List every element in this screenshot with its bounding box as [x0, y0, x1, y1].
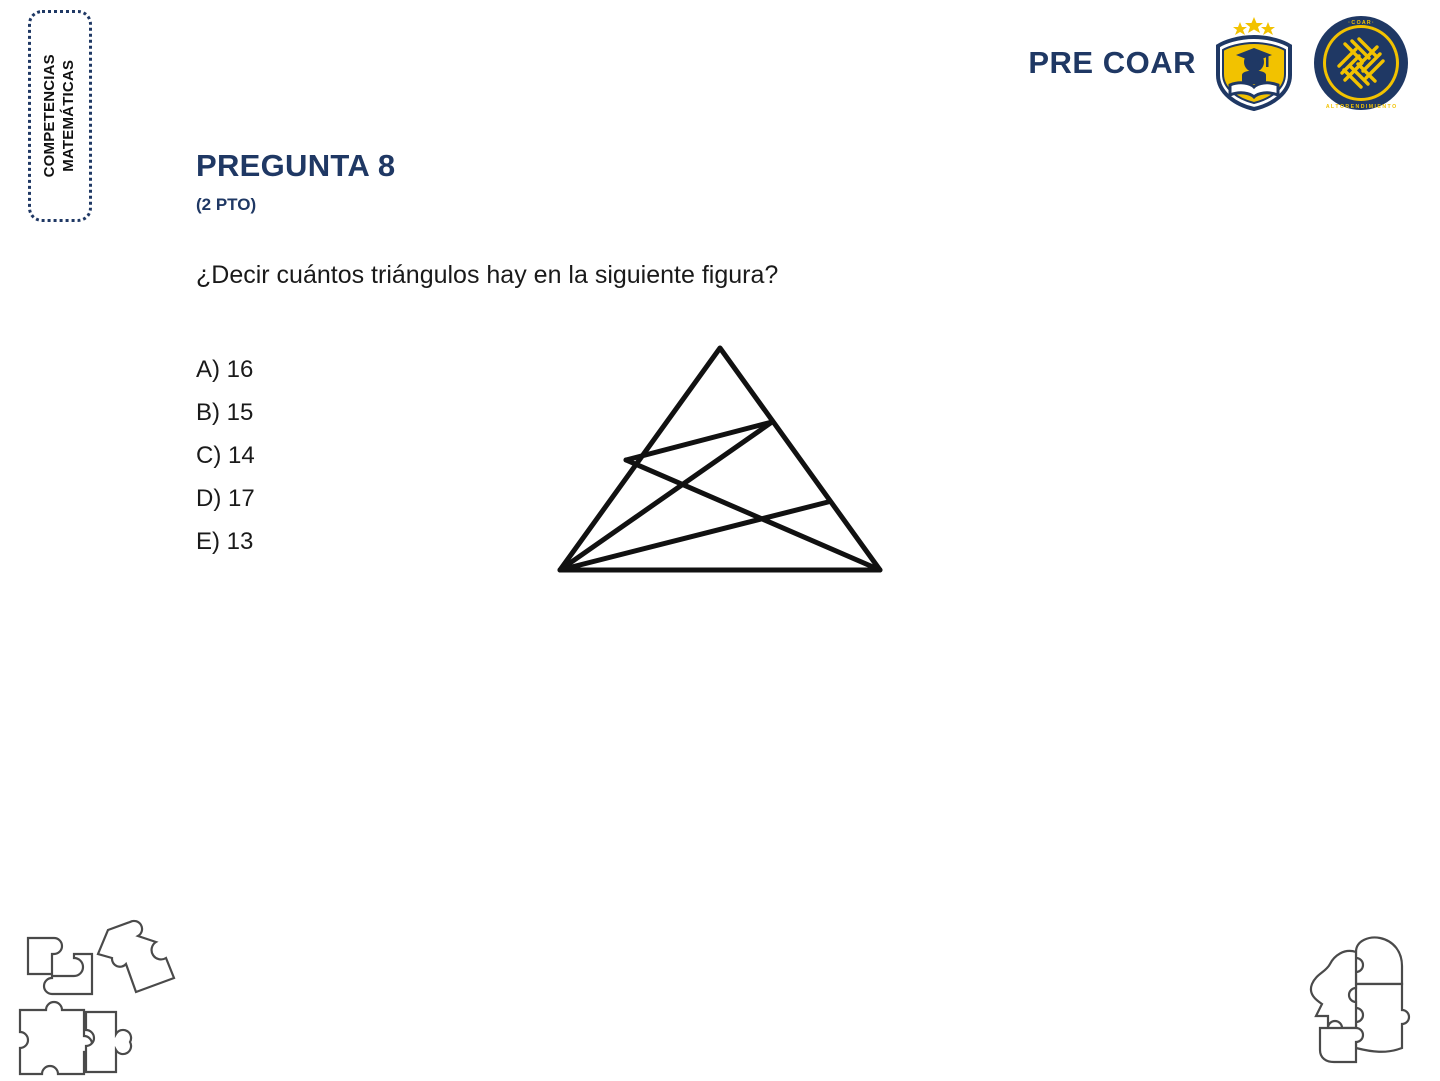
triangle-counting-figure	[540, 330, 910, 600]
side-tab-text	[41, 54, 79, 177]
svg-text:A L T O R E N D I M I E N T: A L T O R E N D I M I E N T O	[1325, 104, 1397, 110]
side-tab-competencias	[28, 10, 92, 222]
question-points: (2 PTO)	[196, 195, 257, 214]
answer-option-c[interactable]: C) 14	[196, 442, 255, 469]
answer-option-d[interactable]: D) 17	[196, 485, 255, 512]
side-tab-line-2: MATEMÁTICAS	[60, 60, 77, 172]
puzzle-pieces-decoration	[8, 916, 198, 1076]
brand-title: PRE COAR	[1028, 45, 1196, 80]
question-prompt: ¿Decir cuántos triángulos hay en la siguiente figura?	[196, 261, 779, 289]
question-title: PREGUNTA 8	[196, 148, 396, 183]
precoar-shield-logo	[1208, 15, 1300, 111]
header-brand	[1028, 14, 1410, 112]
svg-text:· C O A R ·: · C O A R ·	[1348, 20, 1374, 26]
answer-options-list	[196, 348, 255, 563]
head-puzzle-decoration	[1286, 934, 1426, 1074]
answer-option-a[interactable]: A) 16	[196, 356, 254, 383]
answer-option-e[interactable]: E) 13	[196, 528, 254, 555]
answer-option-b[interactable]: B) 15	[196, 399, 254, 426]
coar-seal-logo	[1312, 14, 1410, 112]
side-tab-line-1: COMPETENCIAS	[41, 54, 59, 178]
